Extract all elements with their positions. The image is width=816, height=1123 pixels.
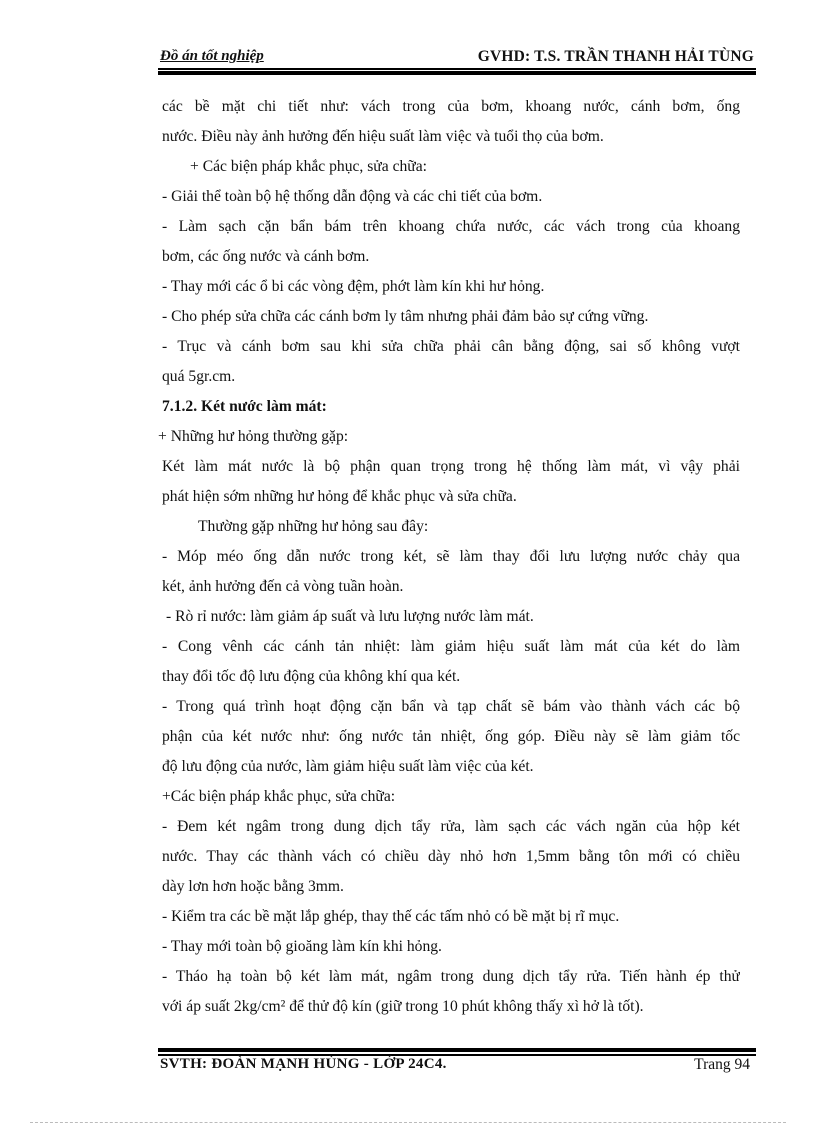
- text-line: +Các biện pháp khắc phục, sửa chữa:: [162, 788, 396, 805]
- supervisor-label: GVHD: T.S. TRẦN THANH HẢI TÙNG: [477, 48, 754, 65]
- text-line: - Cho phép sửa chữa các cánh bơm ly tâm nhưng phải đảm bảo sự cứng vững.: [162, 308, 649, 325]
- text-line: - Trục và cánh bơm sau khi sửa chữa phải cân bằng động, sai số không vượt: [162, 338, 740, 355]
- text-line: dày lơn hơn hoặc bằng 3mm.: [162, 878, 344, 895]
- text-line: thay đổi tốc độ lưu động của không khí qua két.: [162, 668, 461, 685]
- text-line: Két làm mát nước là bộ phận quan trọng trong hệ thống làm mát, vì vậy phải: [162, 458, 740, 475]
- text-line: - Rò rỉ nước: làm giảm áp suất và lưu lượng nước làm mát.: [166, 608, 534, 625]
- text-line: + Những hư hỏng thường gặp:: [158, 428, 349, 445]
- page-number: Trang 94: [694, 1056, 750, 1073]
- text-line: các bề mặt chi tiết như: vách trong của bơm, khoang nước, cánh bơm, ống: [162, 98, 740, 115]
- text-line: - Thay mới toàn bộ gioăng làm kín khi hỏng.: [162, 938, 442, 955]
- text-line: + Các biện pháp khắc phục, sửa chữa:: [190, 158, 427, 175]
- footer-rule-thick: [158, 1048, 756, 1052]
- header-rule-thick: [158, 71, 756, 75]
- header-rule-thin: [158, 68, 756, 70]
- text-line: - Làm sạch cặn bẩn bám trên khoang chứa nước, các vách trong của khoang: [162, 218, 740, 235]
- page-footer: [160, 1056, 756, 1078]
- text-line: - Cong vênh các cánh tản nhiệt: làm giảm hiệu suất làm mát của két do làm: [162, 638, 740, 655]
- text-line: - Giải thể toàn bộ hệ thống dẫn động và các chi tiết của bơm.: [162, 188, 543, 205]
- text-line: - Trong quá trình hoạt động cặn bẩn và tạp chất sẽ bám vào thành vách các bộ: [162, 698, 740, 715]
- document-title: Đồ án tốt nghiệp: [160, 48, 264, 64]
- text-line: - Thay mới các ổ bi các vòng đệm, phớt làm kín khi hư hỏng.: [162, 278, 545, 295]
- text-line: bơm, các ống nước và cánh bơm.: [162, 248, 370, 265]
- text-line: két, ảnh hưởng đến cả vòng tuần hoàn.: [162, 578, 404, 595]
- text-line: với áp suất 2kg/cm² để thử độ kín (giữ trong 10 phút không thấy xì hở là tốt).: [162, 998, 644, 1015]
- student-label: SVTH: ĐOÀN MẠNH HÙNG - LỚP 24C4.: [160, 1056, 447, 1072]
- text-line: - Tháo hạ toàn bộ két làm mát, ngâm trong dung dịch tẩy rửa. Tiến hành ép thử: [162, 968, 740, 985]
- page-body: [158, 92, 740, 1022]
- page-header: [160, 48, 756, 70]
- section-heading: 7.1.2. Két nước làm mát:: [162, 398, 327, 415]
- text-line: nước. Điều này ảnh hưởng đến hiệu suất làm việc và tuổi thọ của bơm.: [162, 128, 604, 145]
- text-line: độ lưu động của nước, làm giảm hiệu suất làm việc của két.: [162, 758, 534, 775]
- text-line: Thường gặp những hư hỏng sau đây:: [198, 518, 429, 535]
- text-line: phận của két nước như: ống nước tản nhiệt, ống góp. Điều này sẽ làm giảm tốc: [162, 728, 740, 745]
- text-line: quá 5gr.cm.: [162, 368, 236, 385]
- text-line: nước. Thay các thành vách có chiều dày nhỏ hơn 1,5mm bằng tôn mới có chiều: [162, 848, 740, 865]
- text-line: - Móp méo ống dẫn nước trong két, sẽ làm thay đổi lưu lượng nước chảy qua: [162, 548, 740, 565]
- text-line: phát hiện sớm những hư hỏng để khắc phục và sửa chữa.: [162, 488, 517, 505]
- text-line: - Đem két ngâm trong dung dịch tẩy rửa, làm sạch các vách ngăn của hộp két: [162, 818, 740, 835]
- text-line: - Kiểm tra các bề mặt lắp ghép, thay thế các tấm nhỏ có bề mặt bị rĩ mục.: [162, 908, 620, 925]
